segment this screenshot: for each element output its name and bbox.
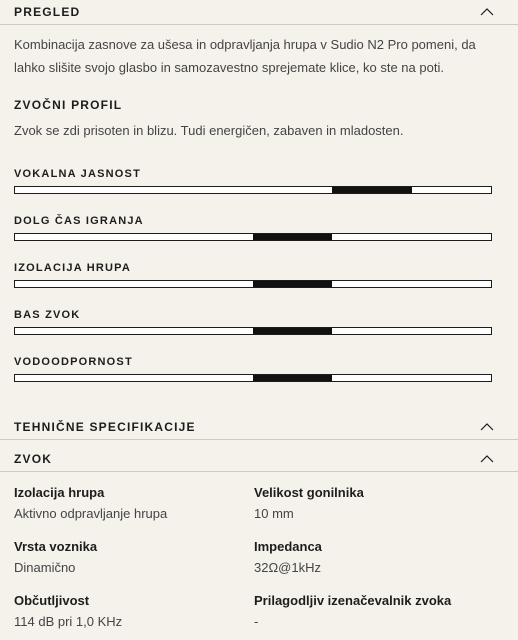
chevron-up-icon[interactable] bbox=[480, 7, 494, 17]
rating-label-water-resistance: VODOODPORNOST bbox=[14, 356, 133, 368]
rating-bar-vocal-clarity bbox=[14, 186, 492, 194]
section-sound-title: ZVOK bbox=[14, 452, 53, 466]
sound-profile-description: Zvok se zdi prisoten in blizu. Tudi energičen, zabaven in mladosten. bbox=[14, 123, 404, 138]
sound-profile-title: ZVOČNI PROFIL bbox=[14, 98, 123, 112]
rating-bar-fill bbox=[253, 281, 332, 287]
rating-bar-noise-isolation bbox=[14, 280, 492, 288]
rating-bar-bass bbox=[14, 327, 492, 335]
spec-label-impedance: Impedanca bbox=[254, 539, 322, 554]
rating-bar-fill bbox=[332, 187, 411, 193]
spec-label-driver-type: Vrsta voznika bbox=[14, 539, 98, 554]
section-sound-header[interactable] bbox=[14, 449, 494, 469]
chevron-up-icon[interactable] bbox=[480, 454, 494, 464]
divider bbox=[0, 471, 518, 472]
section-overview-title: PREGLED bbox=[14, 5, 81, 19]
rating-label-bass: BAS ZVOK bbox=[14, 309, 81, 321]
section-overview-header[interactable] bbox=[14, 2, 494, 22]
rating-bar-fill bbox=[253, 375, 332, 381]
spec-value-sensitivity: 114 dB pri 1,0 KHz bbox=[14, 614, 123, 629]
rating-label-vocal-clarity: VOKALNA JASNOST bbox=[14, 168, 141, 180]
rating-label-noise-isolation: IZOLACIJA HRUPA bbox=[14, 262, 131, 274]
spec-value-driver-size: 10 mm bbox=[254, 506, 294, 521]
section-tech-specs-header[interactable] bbox=[14, 417, 494, 437]
spec-value-driver-type: Dinamično bbox=[14, 560, 76, 575]
rating-bar-fill bbox=[253, 234, 332, 240]
overview-description: Kombinacija zasnove za ušesa in odpravljanja hrupa v Sudio N2 Pro pomeni, da lahko slišite svojo glasbo in samozavestno sprejemate klice, ko ste na poti. bbox=[14, 37, 476, 75]
rating-bar-playtime bbox=[14, 233, 492, 241]
spec-label-adaptive-eq: Prilagodljiv izenačevalnik zvoka bbox=[254, 593, 452, 608]
spec-label-driver-size: Velikost gonilnika bbox=[254, 485, 364, 500]
section-tech-specs-title: TEHNIČNE SPECIFIKACIJE bbox=[14, 420, 196, 434]
chevron-up-icon[interactable] bbox=[480, 422, 494, 432]
spec-label-sensitivity: Občutljivost bbox=[14, 593, 90, 608]
rating-label-playtime: DOLG ČAS IGRANJA bbox=[14, 215, 144, 227]
spec-value-noise-isolation: Aktivno odpravljanje hrupa bbox=[14, 506, 168, 521]
divider bbox=[0, 24, 518, 25]
rating-bar-fill bbox=[253, 328, 332, 334]
spec-value-impedance: 32Ω@1kHz bbox=[254, 560, 321, 575]
rating-bar-water-resistance bbox=[14, 374, 492, 382]
spec-value-adaptive-eq: - bbox=[254, 614, 259, 629]
divider bbox=[0, 439, 518, 440]
spec-label-noise-isolation: Izolacija hrupa bbox=[14, 485, 105, 500]
